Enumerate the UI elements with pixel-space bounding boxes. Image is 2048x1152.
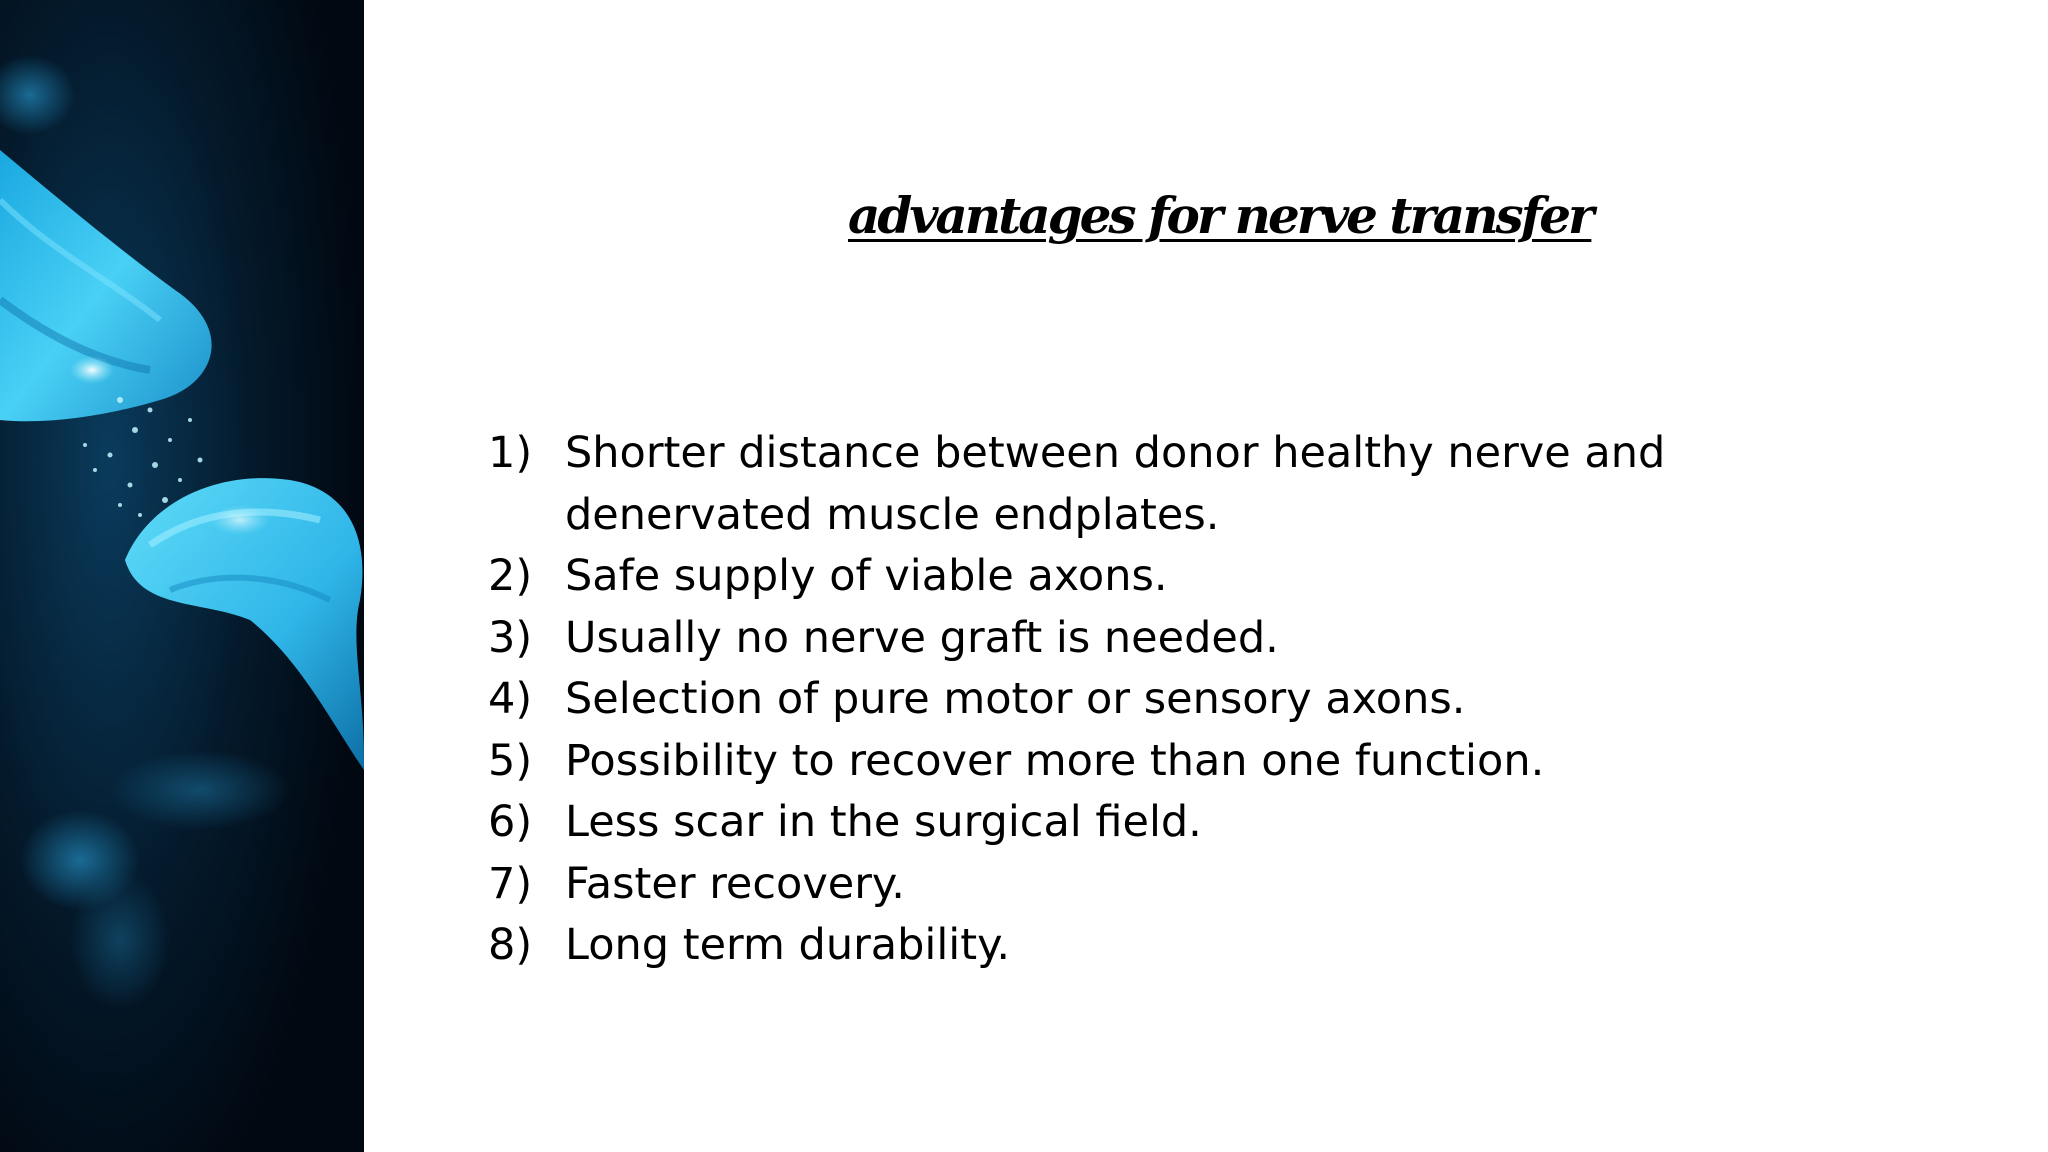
list-item-number: 5)	[488, 735, 533, 786]
list-item-text: Long term durability.	[565, 920, 1011, 970]
list-item-text: Usually no nerve graft is needed.	[565, 612, 1279, 663]
list-item	[488, 854, 1788, 916]
list-item	[488, 546, 1788, 608]
list-item-text: Less scar in the surgical field.	[565, 797, 1202, 847]
list-item-number: 7)	[488, 858, 533, 909]
list-item	[488, 792, 1788, 854]
slide-title: advantages for nerve transfer	[848, 186, 1592, 245]
neuron-synapse-image	[0, 0, 364, 1152]
list-item-text: Selection of pure motor or sensory axons.	[565, 674, 1466, 724]
list-item	[488, 669, 1788, 731]
list-item	[488, 423, 1788, 546]
list-item-text: Possibility to recover more than one function.	[565, 735, 1545, 786]
list-item-text: Faster recovery.	[565, 858, 905, 909]
list-item-text: Safe supply of viable axons.	[565, 551, 1168, 601]
list-item	[488, 608, 1788, 670]
list-item-number: 1)	[488, 428, 533, 478]
list-item-number: 4)	[488, 674, 533, 724]
list-item-text: Shorter distance between donor healthy nerve and denervated muscle endplates.	[565, 428, 1666, 540]
list-item-number: 8)	[488, 920, 533, 970]
list-item-number: 2)	[488, 551, 533, 601]
advantages-list	[488, 423, 1788, 977]
list-item	[488, 731, 1788, 793]
list-item-number: 3)	[488, 612, 533, 663]
list-item	[488, 915, 1788, 977]
list-item-number: 6)	[488, 797, 533, 847]
